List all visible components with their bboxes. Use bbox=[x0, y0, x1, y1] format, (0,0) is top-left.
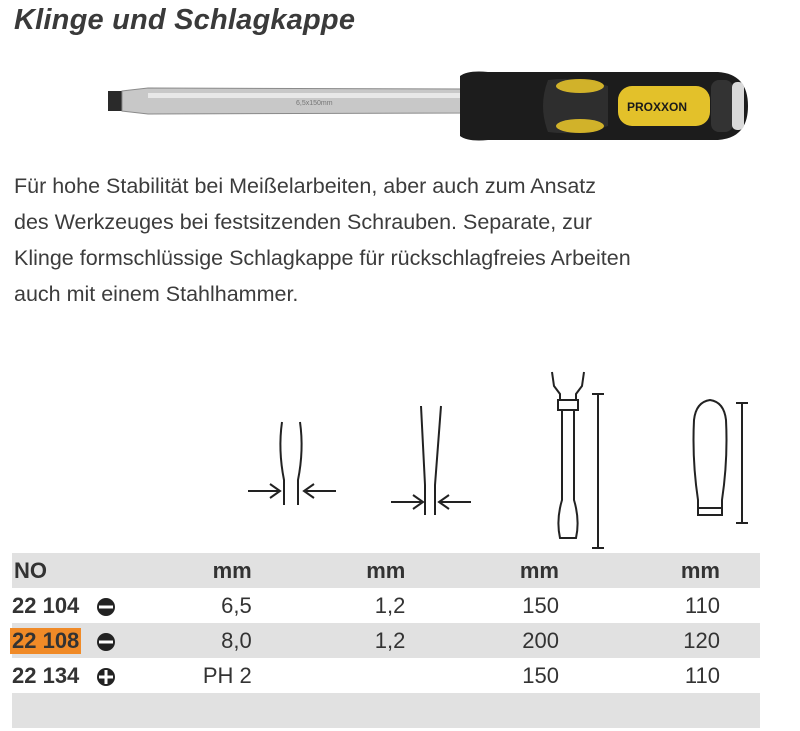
table-row bbox=[12, 588, 760, 623]
description bbox=[14, 168, 800, 312]
slotted-icon bbox=[96, 632, 116, 652]
blade-thickness-value: 1,2 bbox=[374, 627, 406, 653]
blade-length-value: 150 bbox=[522, 592, 559, 618]
description-line: auch mit einem Stahlhammer. bbox=[14, 282, 299, 306]
blade-length-value: 200 bbox=[522, 627, 559, 653]
handle-length-diagram bbox=[680, 360, 760, 535]
article-number: 22 134 bbox=[12, 662, 80, 688]
table-row-empty bbox=[12, 693, 760, 728]
table-row bbox=[12, 623, 760, 658]
blade-length-diagram bbox=[540, 360, 620, 552]
table-row bbox=[12, 658, 760, 693]
handle-length-value: 120 bbox=[683, 627, 720, 653]
blade-marking: 6,5x150mm bbox=[296, 100, 333, 107]
header-unit: mm bbox=[519, 557, 559, 583]
description-line: Für hohe Stabilität bei Meißelarbeiten, aber auch zum Ansatz bbox=[14, 174, 597, 198]
header-unit: mm bbox=[212, 557, 252, 583]
table-header-row bbox=[12, 553, 760, 588]
slotted-icon bbox=[96, 597, 116, 617]
screwdriver-image bbox=[108, 66, 748, 146]
header-no: NO bbox=[14, 557, 47, 583]
handle-length-value: 110 bbox=[684, 592, 720, 618]
blade-width-value: 8,0 bbox=[221, 627, 252, 653]
blade-thickness-diagram bbox=[385, 360, 485, 550]
description-line: des Werkzeuges bei festsitzenden Schrauben. Separate, zur bbox=[14, 210, 593, 234]
blade-width-value: PH 2 bbox=[202, 662, 252, 688]
phillips-icon bbox=[96, 667, 116, 687]
blade-thickness-value bbox=[292, 658, 446, 693]
header-unit: mm bbox=[366, 557, 406, 583]
header-unit: mm bbox=[680, 557, 720, 583]
article-number-highlighted: 22 108 bbox=[12, 627, 80, 653]
article-number: 22 104 bbox=[12, 592, 80, 618]
spec-table bbox=[12, 553, 760, 728]
page-title: Klinge und Schlagkappe bbox=[14, 4, 356, 36]
blade-thickness-value: 1,2 bbox=[374, 592, 406, 618]
blade-length-value: 150 bbox=[522, 662, 559, 688]
description-line: Klinge formschlüssige Schlagkappe für rückschlagfreies Arbeiten bbox=[14, 246, 631, 270]
blade-width-diagram bbox=[240, 360, 350, 550]
brand-label: PROXXON bbox=[627, 100, 688, 114]
blade-width-value: 6,5 bbox=[221, 592, 252, 618]
handle-length-value: 110 bbox=[684, 662, 720, 688]
